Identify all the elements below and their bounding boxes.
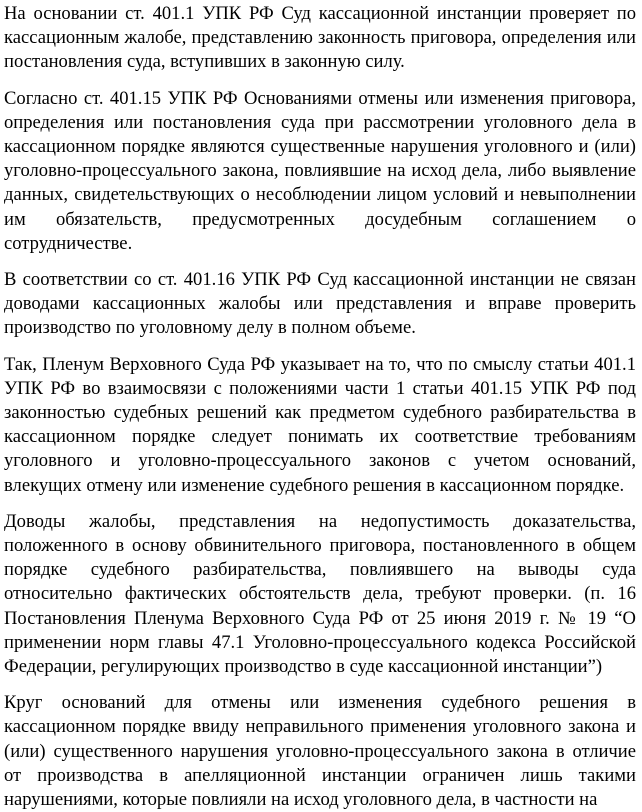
paragraph-5: Доводы жалобы, представления на недопустимость доказательства, положенного в основу обвинительного приговора, постановленного в общем порядке судебного разбирательства, повлиявшего на выводы суда относительно фактических обстоятельств дела, требуют проверки. (п. 16 Постановления Пленума Верховного Суда РФ от 25 июня 2019 г. № 19 “О применении норм главы 47.1 Уголовно-процессуального кодекса Российской Федерации, регулирующих производство в суде кассационной инстанции”) <box>4 510 636 678</box>
paragraph-2: Согласно ст. 401.15 УПК РФ Основаниями отмены или изменения приговора, определения или постановления суда при рассмотрении уголовного дела в кассационном порядке являются существенные нарушения уголовного и (или) уголовно-процессуального закона, повлиявшие на исход дела, либо выявление данных, свидетельствующих о несоблюдении лицом условий и невыполнении им обязательств, предусмотренных досудебным соглашением о сотрудничестве. <box>4 87 636 254</box>
document-page <box>4 2 636 812</box>
paragraph-6: Круг оснований для отмены или изменения судебного решения в кассационном порядке ввиду неправильного применения уголовного закона и (или) существенного нарушения уголовно-процессуального закона в отличие от производства в апелляционной инстанции ограничен лишь такими нарушениями, которые повлияли на исход уголовного дела, в частности на <box>4 692 636 811</box>
paragraph-4: Так, Пленум Верховного Суда РФ указывает на то, что по смыслу статьи 401.1 УПК РФ во взаимосвязи с положениями части 1 статьи 401.15 УПК РФ под законностью судебных решений как предметом судебного разбирательства в кассационном порядке следует понимать их соответствие требованиям уголовного и уголовно-процессуального законов с учетом оснований, влекущих отмену или изменение судебного решения в кассационном порядке. <box>4 353 636 496</box>
paragraph-1: На основании ст. 401.1 УПК РФ Суд кассационной инстанции проверяет по кассационным жалобе, представлению законность приговора, определения или постановления суда, вступивших в законную силу. <box>4 3 636 73</box>
paragraph-3: В соответствии со ст. 401.16 УПК РФ Суд кассационной инстанции не связан доводами кассационных жалобы или представления и вправе проверить производство по уголовному делу в полном объеме. <box>4 269 636 339</box>
